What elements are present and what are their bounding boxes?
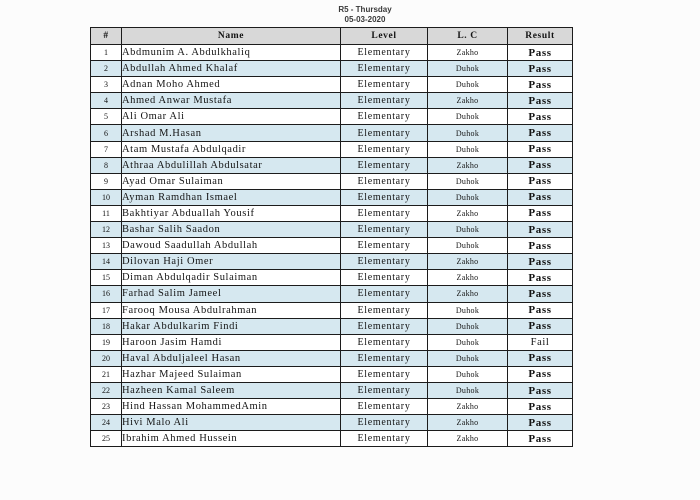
table-row [91,302,573,318]
cell-level: Elementary [341,93,428,109]
cell-result: Pass [508,45,573,61]
cell-name: Dawoud Saadullah Abdullah [122,238,341,254]
cell-name: Bakhtiyar Abduallah Yousif [122,205,341,221]
cell-level: Elementary [341,399,428,415]
cell-name: Bashar Salih Saadon [122,222,341,238]
cell-lc: Zakho [428,431,508,447]
cell-name: Ayman Ramdhan Ismael [122,189,341,205]
cell-lc: Duhok [428,302,508,318]
cell-lc: Duhok [428,318,508,334]
table-row [91,222,573,238]
document-title [338,5,391,25]
table-row [91,125,573,141]
cell-lc: Duhok [428,350,508,366]
cell-name: Arshad M.Hasan [122,125,341,141]
table-row [91,205,573,221]
cell-lc: Duhok [428,61,508,77]
table-row [91,77,573,93]
cell-lc: Duhok [428,109,508,125]
cell-lc: Zakho [428,415,508,431]
cell-result: Pass [508,286,573,302]
cell-num: 1 [91,45,122,61]
cell-lc: Duhok [428,125,508,141]
column-header-result: Result [508,28,573,45]
table-row [91,61,573,77]
cell-num: 17 [91,302,122,318]
cell-level: Elementary [341,45,428,61]
cell-level: Elementary [341,350,428,366]
cell-name: Hind Hassan MohammedAmin [122,399,341,415]
cell-lc: Zakho [428,399,508,415]
cell-lc: Zakho [428,93,508,109]
cell-level: Elementary [341,382,428,398]
document-title-session: R5 - Thursday [338,5,392,14]
cell-num: 24 [91,415,122,431]
cell-level: Elementary [341,141,428,157]
cell-num: 19 [91,334,122,350]
cell-name: Ayad Omar Sulaiman [122,173,341,189]
cell-name: Hazheen Kamal Saleem [122,382,341,398]
cell-level: Elementary [341,415,428,431]
cell-lc: Duhok [428,222,508,238]
cell-num: 7 [91,141,122,157]
table-row [91,318,573,334]
table-row [91,286,573,302]
cell-num: 11 [91,205,122,221]
cell-num: 15 [91,270,122,286]
cell-result: Pass [508,157,573,173]
column-header-name: Name [122,28,341,45]
cell-num: 14 [91,254,122,270]
cell-result: Pass [508,431,573,447]
table-row [91,415,573,431]
cell-name: Abdmunim A. Abdulkhaliq [122,45,341,61]
cell-num: 13 [91,238,122,254]
cell-lc: Duhok [428,238,508,254]
cell-num: 21 [91,366,122,382]
cell-name: Hazhar Majeed Sulaiman [122,366,341,382]
cell-lc: Duhok [428,173,508,189]
cell-result: Pass [508,61,573,77]
cell-result: Pass [508,141,573,157]
cell-lc: Zakho [428,157,508,173]
cell-result: Pass [508,238,573,254]
cell-level: Elementary [341,334,428,350]
cell-level: Elementary [341,302,428,318]
cell-num: 9 [91,173,122,189]
cell-level: Elementary [341,270,428,286]
cell-result: Pass [508,382,573,398]
cell-lc: Duhok [428,366,508,382]
cell-result: Fail [508,334,573,350]
cell-num: 25 [91,431,122,447]
cell-num: 20 [91,350,122,366]
cell-num: 3 [91,77,122,93]
cell-num: 2 [91,61,122,77]
cell-lc: Zakho [428,254,508,270]
table-row [91,157,573,173]
table-row [91,45,573,61]
cell-name: Hivi Malo Ali [122,415,341,431]
cell-name: Abdullah Ahmed Khalaf [122,61,341,77]
cell-level: Elementary [341,205,428,221]
table-row [91,270,573,286]
cell-lc: Duhok [428,382,508,398]
cell-result: Pass [508,109,573,125]
table-row [91,399,573,415]
cell-result: Pass [508,77,573,93]
results-table [90,27,573,447]
table-row [91,93,573,109]
cell-level: Elementary [341,238,428,254]
cell-name: Atam Mustafa Abdulqadir [122,141,341,157]
table-body [91,45,573,447]
cell-name: Farooq Mousa Abdulrahman [122,302,341,318]
cell-result: Pass [508,415,573,431]
cell-result: Pass [508,366,573,382]
cell-result: Pass [508,254,573,270]
cell-lc: Duhok [428,189,508,205]
table-row [91,366,573,382]
cell-name: Haval Abduljaleel Hasan [122,350,341,366]
cell-num: 23 [91,399,122,415]
cell-num: 5 [91,109,122,125]
cell-num: 16 [91,286,122,302]
cell-name: Hakar Abdulkarim Findi [122,318,341,334]
cell-lc: Zakho [428,205,508,221]
table-row [91,382,573,398]
cell-name: Farhad Salim Jameel [122,286,341,302]
cell-level: Elementary [341,222,428,238]
cell-num: 8 [91,157,122,173]
cell-lc: Zakho [428,270,508,286]
cell-name: Diman Abdulqadir Sulaiman [122,270,341,286]
cell-lc: Duhok [428,77,508,93]
cell-name: Ahmed Anwar Mustafa [122,93,341,109]
cell-name: Dilovan Haji Omer [122,254,341,270]
cell-name: Adnan Moho Ahmed [122,77,341,93]
cell-level: Elementary [341,286,428,302]
cell-level: Elementary [341,254,428,270]
cell-level: Elementary [341,431,428,447]
table-row [91,238,573,254]
cell-result: Pass [508,222,573,238]
column-header-level: Level [341,28,428,45]
cell-lc: Zakho [428,45,508,61]
cell-result: Pass [508,399,573,415]
cell-result: Pass [508,125,573,141]
cell-num: 18 [91,318,122,334]
document-title-date: 05-03-2020 [344,15,386,24]
cell-result: Pass [508,318,573,334]
cell-name: Athraa Abdulillah Abdulsatar [122,157,341,173]
table-header [91,28,573,45]
cell-level: Elementary [341,125,428,141]
cell-result: Pass [508,173,573,189]
table-row [91,141,573,157]
cell-lc: Zakho [428,286,508,302]
cell-level: Elementary [341,157,428,173]
cell-lc: Duhok [428,141,508,157]
column-header-number: # [91,28,122,45]
column-header-lc: L. C [428,28,508,45]
cell-result: Pass [508,93,573,109]
cell-num: 4 [91,93,122,109]
cell-num: 12 [91,222,122,238]
table-row [91,350,573,366]
cell-result: Pass [508,270,573,286]
cell-level: Elementary [341,109,428,125]
table-row [91,173,573,189]
cell-name: Ibrahim Ahmed Hussein [122,431,341,447]
cell-name: Ali Omar Ali [122,109,341,125]
table-row [91,189,573,205]
cell-result: Pass [508,205,573,221]
table-row [91,109,573,125]
table-row [91,254,573,270]
cell-level: Elementary [341,189,428,205]
cell-result: Pass [508,189,573,205]
cell-num: 22 [91,382,122,398]
cell-level: Elementary [341,318,428,334]
cell-result: Pass [508,350,573,366]
cell-lc: Duhok [428,334,508,350]
cell-level: Elementary [341,77,428,93]
cell-level: Elementary [341,61,428,77]
table-row [91,334,573,350]
table-header-row [91,28,573,45]
cell-level: Elementary [341,173,428,189]
cell-name: Haroon Jasim Hamdi [122,334,341,350]
cell-level: Elementary [341,366,428,382]
cell-result: Pass [508,302,573,318]
table-row [91,431,573,447]
cell-num: 10 [91,189,122,205]
cell-num: 6 [91,125,122,141]
